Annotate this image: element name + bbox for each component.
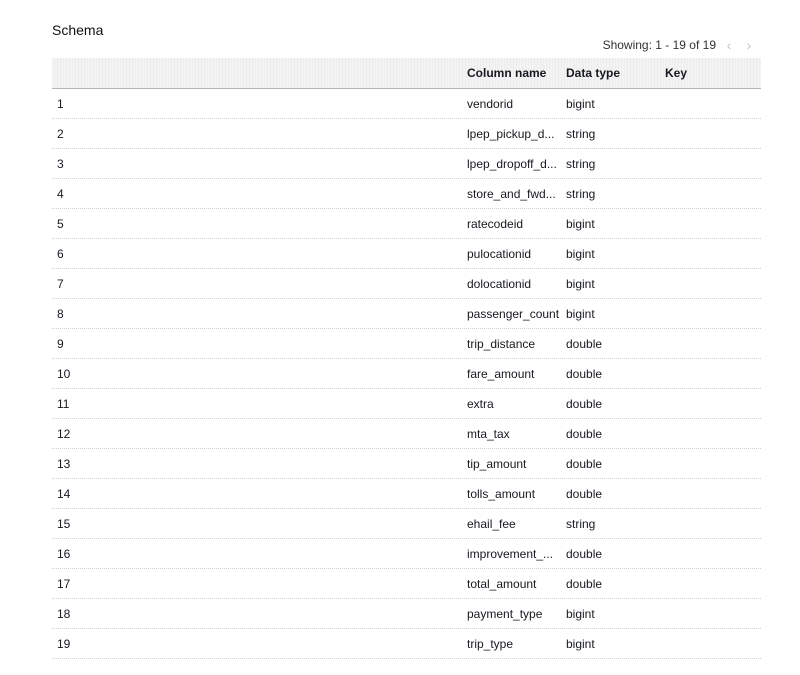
- row-data-type: double: [566, 576, 603, 591]
- table-row[interactable]: [52, 149, 761, 179]
- row-data-type: string: [566, 156, 596, 171]
- chevron-right-icon[interactable]: ›: [746, 37, 752, 53]
- row-column-name: payment_type: [467, 606, 543, 621]
- table-row[interactable]: [52, 329, 761, 359]
- schema-table: [52, 58, 761, 659]
- row-column-name: vendorid: [467, 96, 514, 111]
- row-index: 11: [57, 396, 70, 411]
- row-column-name: fare_amount: [467, 366, 535, 381]
- row-index: 15: [57, 516, 71, 531]
- pagination: [603, 38, 756, 52]
- row-data-type: double: [566, 486, 603, 501]
- row-index: 2: [57, 126, 64, 141]
- chevron-left-icon[interactable]: ‹: [726, 37, 732, 53]
- header-key[interactable]: Key: [665, 66, 688, 80]
- row-data-type: bigint: [566, 246, 595, 261]
- table-row[interactable]: [52, 419, 761, 449]
- row-column-name: total_amount: [467, 576, 537, 591]
- row-index: 16: [57, 546, 71, 561]
- row-data-type: bigint: [566, 636, 595, 651]
- row-column-name: lpep_dropoff_d...: [467, 156, 557, 171]
- table-row[interactable]: [52, 479, 761, 509]
- row-data-type: double: [566, 396, 603, 411]
- row-index: 5: [57, 216, 64, 231]
- row-data-type: double: [566, 366, 603, 381]
- row-column-name: pulocationid: [467, 246, 532, 261]
- table-row[interactable]: [52, 269, 761, 299]
- row-index: 14: [57, 486, 71, 501]
- row-column-name: mta_tax: [467, 426, 510, 441]
- table-body: [52, 89, 761, 659]
- table-row[interactable]: [52, 629, 761, 659]
- table-row[interactable]: [52, 89, 761, 119]
- row-column-name: extra: [467, 396, 494, 411]
- row-index: 18: [57, 606, 71, 621]
- table-row[interactable]: [52, 119, 761, 149]
- row-data-type: string: [566, 516, 596, 531]
- row-data-type: bigint: [566, 276, 595, 291]
- row-column-name: dolocationid: [467, 276, 532, 291]
- table-row[interactable]: [52, 509, 761, 539]
- table-row[interactable]: [52, 299, 761, 329]
- table-row[interactable]: [52, 599, 761, 629]
- row-data-type: string: [566, 186, 596, 201]
- table-row[interactable]: [52, 239, 761, 269]
- row-index: 19: [57, 636, 71, 651]
- row-data-type: double: [566, 336, 603, 351]
- row-data-type: bigint: [566, 96, 595, 111]
- row-column-name: ratecodeid: [467, 216, 524, 231]
- table-row[interactable]: [52, 179, 761, 209]
- row-index: 8: [57, 306, 64, 321]
- table-row[interactable]: [52, 359, 761, 389]
- row-index: 6: [57, 246, 64, 261]
- row-data-type: bigint: [566, 306, 595, 321]
- header-column-name[interactable]: Column name: [467, 66, 547, 80]
- row-column-name: ehail_fee: [467, 516, 516, 531]
- table-row[interactable]: [52, 449, 761, 479]
- row-data-type: double: [566, 456, 603, 471]
- row-index: 9: [57, 336, 64, 351]
- row-column-name: improvement_...: [467, 546, 554, 561]
- row-column-name: passenger_count: [467, 306, 560, 321]
- row-data-type: string: [566, 126, 596, 141]
- page-title: Schema: [52, 22, 104, 38]
- row-column-name: tip_amount: [467, 456, 527, 471]
- row-index: 4: [57, 186, 64, 201]
- table-row[interactable]: [52, 539, 761, 569]
- pagination-status: Showing: 1 - 19 of 19: [602, 38, 716, 52]
- row-column-name: trip_distance: [467, 336, 536, 351]
- row-index: 13: [57, 456, 71, 471]
- header-data-type[interactable]: Data type: [566, 66, 621, 80]
- row-index: 12: [57, 426, 71, 441]
- table-header: [52, 58, 761, 89]
- row-column-name: lpep_pickup_d...: [467, 126, 555, 141]
- row-index: 1: [57, 96, 64, 111]
- row-index: 7: [57, 276, 64, 291]
- table-row[interactable]: [52, 389, 761, 419]
- row-column-name: trip_type: [467, 636, 514, 651]
- row-data-type: bigint: [566, 216, 595, 231]
- row-index: 17: [57, 576, 71, 591]
- row-index: 10: [57, 366, 71, 381]
- row-column-name: tolls_amount: [467, 486, 536, 501]
- row-data-type: double: [566, 426, 603, 441]
- row-data-type: double: [566, 546, 603, 561]
- table-row[interactable]: [52, 209, 761, 239]
- row-data-type: bigint: [566, 606, 595, 621]
- table-row[interactable]: [52, 569, 761, 599]
- row-index: 3: [57, 156, 64, 171]
- row-column-name: store_and_fwd...: [467, 186, 556, 201]
